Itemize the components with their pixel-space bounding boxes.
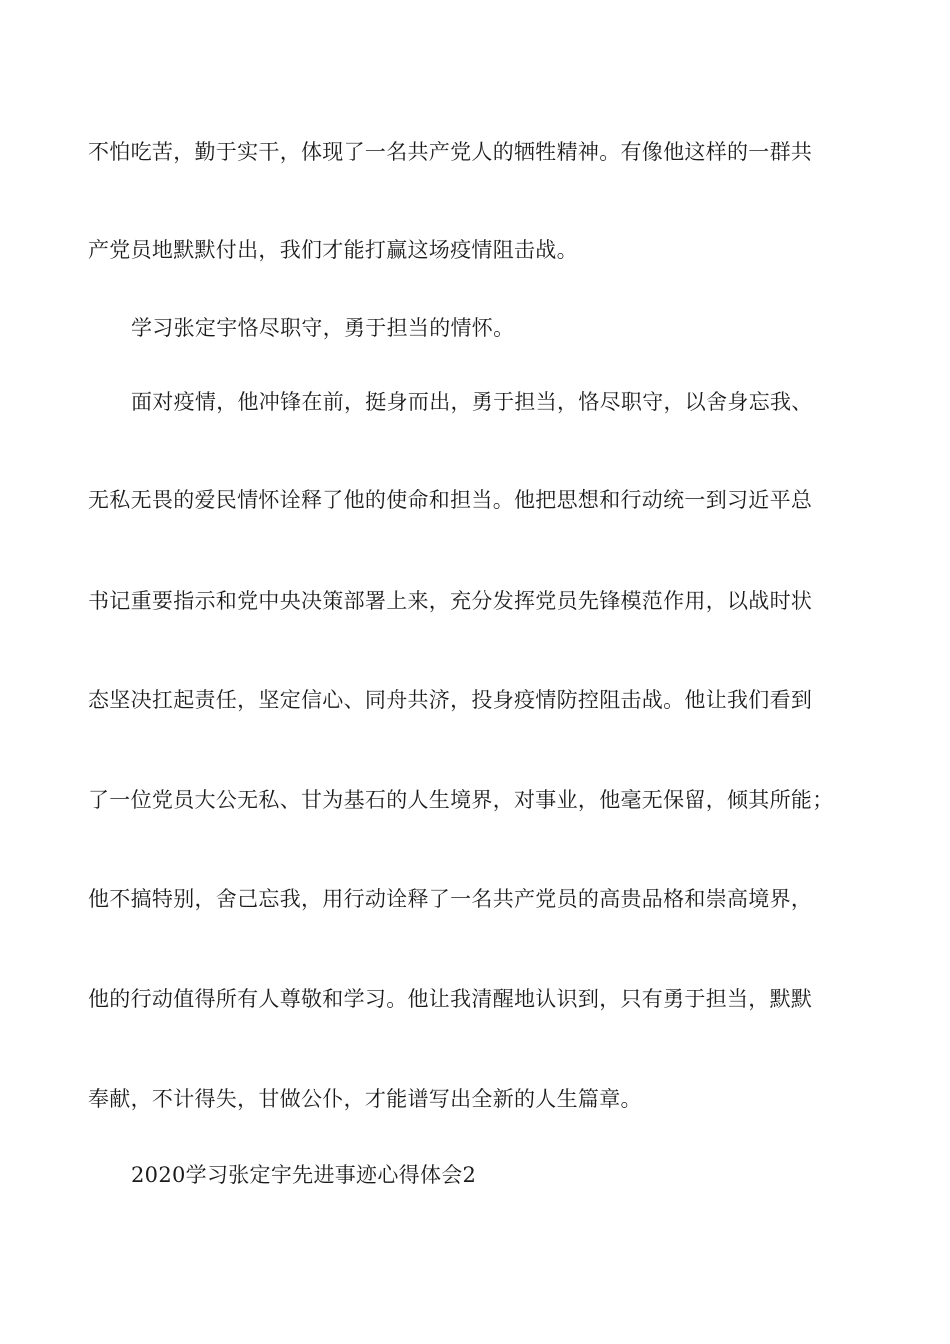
paragraph-line-3: 面对疫情，他冲锋在前，挺身而出，勇于担当，恪尽职守，以舍身忘我、 bbox=[131, 390, 813, 414]
section-heading: 学习张定宇恪尽职守，勇于担当的情怀。 bbox=[131, 316, 515, 340]
paragraph-line-2: 产党员地默默付出，我们才能打赢这场疫情阻击战。 bbox=[88, 238, 578, 262]
paragraph-line-10: 奉献，不计得失，甘做公仆，才能谱写出全新的人生篇章。 bbox=[88, 1087, 642, 1111]
paragraph-line-4: 无私无畏的爱民情怀诠释了他的使命和担当。他把思想和行动统一到习近平总 bbox=[88, 488, 813, 512]
paragraph-line-1: 不怕吃苦，勤于实干，体现了一名共产党人的牺牲精神。有像他这样的一群共 bbox=[88, 140, 813, 164]
paragraph-line-5: 书记重要指示和党中央决策部署上来，充分发挥党员先锋模范作用，以战时状 bbox=[88, 589, 813, 613]
paragraph-line-8: 他不搞特别，舍己忘我，用行动诠释了一名共产党员的高贵品格和崇高境界， bbox=[88, 887, 813, 911]
paragraph-line-6: 态坚决扛起责任，坚定信心、同舟共济，投身疫情防控阻击战。他让我们看到 bbox=[88, 688, 813, 712]
paragraph-line-7: 了一位党员大公无私、甘为基石的人生境界，对事业，他毫无保留，倾其所能； bbox=[88, 788, 834, 812]
next-section-title: 2020学习张定宇先进事迹心得体会2 bbox=[131, 1163, 477, 1187]
paragraph-line-9: 他的行动值得所有人尊敬和学习。他让我清醒地认识到，只有勇于担当，默默 bbox=[88, 987, 813, 1011]
